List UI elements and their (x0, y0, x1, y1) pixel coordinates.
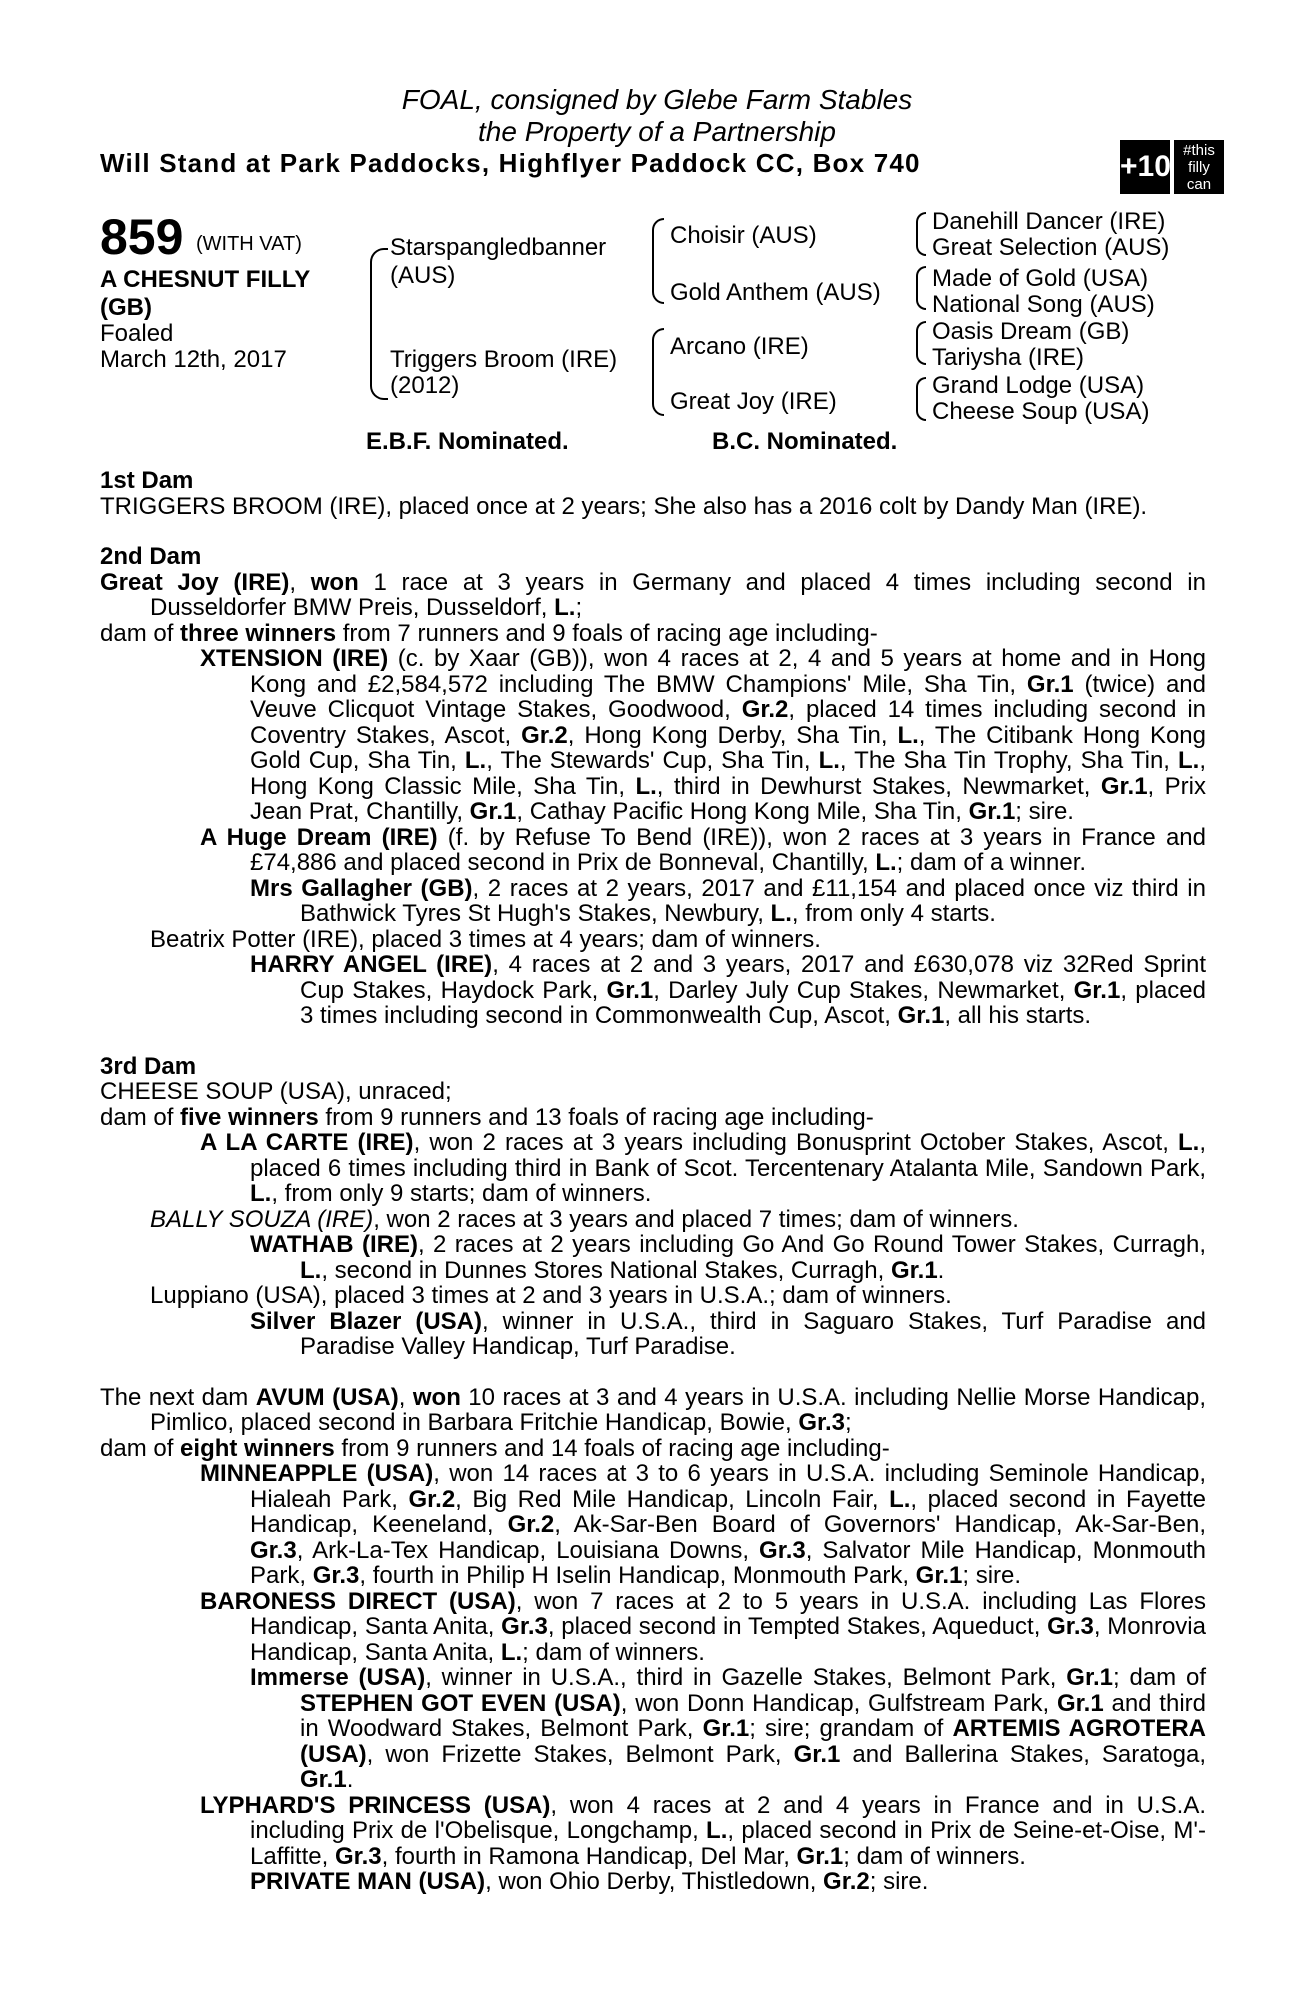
lot-number: 859 (100, 209, 184, 265)
sire-country: (AUS) (390, 262, 456, 289)
text: , Big Red Mile Handicap, Lincoln Fair, (455, 1485, 890, 1513)
text: Gr.1 (915, 1562, 963, 1589)
text: , third in Dewhurst Stakes, Newmarket, (656, 772, 1101, 800)
text: 1 race at 3 years in Germany and placed 4 times including second in Dusseldorfer BMW Preis, Dusseldorf, (150, 568, 1206, 621)
bc-nominated: B.C. Nominated. (712, 428, 898, 455)
produce-harry-angel (100, 952, 1206, 1029)
text: dam of (100, 619, 181, 647)
text: ; dam of (1112, 1664, 1206, 1691)
produce-silver-blazer (100, 1309, 1206, 1360)
produce-bally-souza (100, 1207, 1206, 1233)
second-dam-heading: 2nd Dam (100, 543, 202, 570)
text: , placed once at 2 years; She also has a 2016 colt by Dandy Man (IRE). (385, 492, 1148, 520)
text: , Monrovia Handicap, Santa Anita, (250, 1613, 1206, 1666)
text: Gr.2 (521, 721, 568, 749)
text: The next dam (100, 1383, 256, 1411)
text: ; sire. (1015, 798, 1074, 825)
text: ; dam of a winner. (896, 849, 1087, 876)
text: ; sire. (962, 1562, 1022, 1589)
text: , placed 14 times including second in Coventry Stakes, Ascot, (250, 696, 1207, 749)
text: Gr.1 (702, 1715, 750, 1742)
text: AVUM (USA) (255, 1383, 399, 1411)
text: , won 4 races at 2 and 4 years in France and in U.S.A. including Prix de l'Obelisque, Longchamp, (250, 1791, 1206, 1844)
text: Gr.1 (1056, 1689, 1104, 1717)
text: and Ballerina Stakes, Saratoga, (840, 1740, 1206, 1768)
text: , (289, 568, 311, 596)
text: , placed second in Fayette Handicap, Keeneland, (250, 1485, 1206, 1538)
text: ; sire; grandam of (749, 1715, 953, 1742)
text: five winners (180, 1103, 319, 1131)
text: Gr.3 (312, 1562, 360, 1589)
text: STEPHEN GOT EVEN (USA) (300, 1689, 621, 1717)
text: ; dam of winners. (843, 1842, 1026, 1870)
text: BALLY SOUZA (IRE) (150, 1205, 374, 1233)
text: L. (554, 594, 576, 621)
text: Immerse (USA) (250, 1664, 426, 1691)
text: , placed second in Prix de Seine-et-Oise, M'-Laffitte, (250, 1817, 1206, 1870)
stand-line: Will Stand at Park Paddocks, Highflyer Paddock CC, Box 740 (100, 148, 921, 178)
dam-dam-sire: Grand Lodge (USA) (932, 372, 1145, 399)
third-dam-produce-summary (100, 1105, 1206, 1131)
text: BARONESS DIRECT (USA) (200, 1587, 516, 1615)
dam-year: (2012) (390, 372, 460, 399)
text: . (937, 1256, 945, 1284)
text: , won Donn Handicap, Gulfstream Park, (620, 1689, 1057, 1717)
text: , won Frizette Stakes, Belmont Park, (366, 1740, 794, 1768)
text: A LA CARTE (IRE) (200, 1129, 414, 1156)
text: . (346, 1766, 354, 1793)
text: ; (845, 1409, 852, 1436)
text: , The Stewards' Cup, Sha Tin, (486, 747, 819, 774)
plus-ten-badge-icon: +10 (1120, 140, 1170, 194)
produce-luppiano: Luppiano (USA), placed 3 times at 2 and 3 years in U.S.A.; dam of winners. (150, 1282, 952, 1309)
text: L. (706, 1817, 728, 1844)
text: L. (500, 1638, 523, 1666)
text: , Ark-La-Tex Handicap, Louisiana Downs, (296, 1536, 760, 1564)
text: , won Ohio Derby, Thistledown, (485, 1868, 824, 1895)
lot-vat: (WITH VAT) (196, 233, 302, 255)
sire-dam-sire: Made of Gold (USA) (932, 265, 1149, 292)
text: , won 2 races at 3 years and placed 7 times; dam of winners. (373, 1205, 1019, 1233)
text: Gr.2 (507, 1511, 555, 1538)
text: 10 races at 3 and 4 years in U.S.A. including Nellie Morse Handicap, Pimlico, placed second in Barbara Fritchie Handicap, Bowie, (150, 1383, 1206, 1436)
foaled-date: March 12th, 2017 (100, 346, 287, 373)
produce-a-huge-dream (100, 825, 1206, 876)
text: Gr.1 (897, 1002, 945, 1029)
property-line: the Property of a Partnership (478, 116, 836, 147)
text: Gr.3 (798, 1409, 846, 1436)
produce-private-man (100, 1869, 1206, 1895)
text: Gr.3 (501, 1613, 548, 1640)
text: won (412, 1383, 461, 1411)
text: , fourth in Ramona Handicap, Del Mar, (381, 1842, 797, 1870)
lot-title-country: (GB) (100, 294, 152, 321)
text: won (310, 568, 359, 596)
text: , won 2 races at 3 years including Bonusprint October Stakes, Ascot, (413, 1129, 1179, 1156)
text: L. (897, 721, 919, 749)
text: ; (575, 594, 583, 621)
text: , 2 races at 2 years including Go And Go Round Tower Stakes, Curragh, (417, 1231, 1206, 1258)
text: , Ak-Sar-Ben Board of Governors' Handicap, Ak-Sar-Ben, (554, 1511, 1206, 1538)
dam-sire-dam: Tariysha (IRE) (932, 344, 1085, 371)
text: L. (300, 1256, 322, 1284)
text: Gr.1 (1066, 1664, 1113, 1691)
text: from 7 runners and 9 foals of racing age including- (336, 619, 878, 647)
text: dam of (100, 1103, 181, 1131)
dam-dam-dam: Cheese Soup (USA) (932, 398, 1150, 425)
text: , 2 races at 2 years, 2017 and £11,154 and placed once viz third in Bathwick Tyres St Hugh's Stakes, Newbury, (300, 874, 1206, 927)
text: , from only 9 starts; dam of winners. (271, 1180, 652, 1207)
sire-sire-sire: Danehill Dancer (IRE) (932, 208, 1166, 235)
text: Gr.1 (1026, 670, 1074, 698)
text: (f. by Refuse To Bend (IRE)), won 2 races at 3 years in France and £74,886 and placed second in Prix de Bonneval, Chantilly, (250, 823, 1206, 876)
text: three winners (180, 619, 337, 647)
produce-baroness-direct (100, 1589, 1206, 1666)
text: ; dam of winners. (522, 1638, 705, 1666)
sire-dam-brace (370, 248, 388, 400)
text: , Cathay Pacific Hong Kong Mile, Sha Tin, (516, 798, 969, 825)
text: Gr.1 (796, 1842, 844, 1870)
text: from 9 runners and 14 foals of racing age including- (334, 1434, 890, 1462)
text: L. (875, 849, 897, 876)
text: dam of (100, 1434, 181, 1462)
produce-wathab (100, 1232, 1206, 1283)
text: , all his starts. (944, 1002, 1092, 1029)
text: , second in Dunnes Stores National Stakes, Curragh, (321, 1256, 891, 1284)
text: , Darley July Cup Stakes, Newmarket, (653, 976, 1074, 1004)
text: , Hong Kong Derby, Sha Tin, (567, 721, 898, 749)
text: Gr.1 (968, 798, 1016, 825)
text: ; sire. (869, 1868, 929, 1895)
text: ARTEMIS AGROTERA (USA) (300, 1715, 1206, 1768)
dam-sire-sire: Oasis Dream (GB) (932, 318, 1130, 345)
text: , 4 races at 2 and 3 years, 2017 and £630,078 viz 32Red Sprint Cup Stakes, Haydock Park, (300, 951, 1207, 1004)
text: Gr.2 (741, 696, 789, 723)
text: (c. by Xaar (GB)), won 4 races at 2, 4 and 5 years at home and in Hong Kong and £2,584,572 including The BMW Champions' Mile, Sha Tin, (250, 645, 1207, 698)
text: L. (889, 1485, 911, 1513)
dam-name: Triggers Broom (IRE) (390, 346, 618, 373)
ebf-nominated: E.B.F. Nominated. (366, 428, 569, 455)
text: , The Sha Tin Trophy, Sha Tin, (839, 747, 1178, 774)
first-dam-text (100, 494, 1206, 520)
text: , fourth in Philip H Iselin Handicap, Monmouth Park, (359, 1562, 916, 1589)
produce-xtension (100, 646, 1206, 825)
text: L. (1178, 1129, 1200, 1156)
produce-beatrix-potter: Beatrix Potter (IRE), placed 3 times at 4 years; dam of winners. (150, 925, 821, 953)
text: , Prix Jean Prat, Chantilly, (250, 772, 1206, 825)
text: , won 7 races at 2 to 5 years in U.S.A. including Las Flores Handicap, Santa Anita, (250, 1587, 1207, 1640)
text: Gr.1 (606, 976, 654, 1004)
text: Gr.1 (300, 1766, 347, 1793)
dam-dam: Great Joy (IRE) (670, 388, 837, 415)
second-dam-produce-summary (100, 621, 1206, 647)
text: HARRY ANGEL (IRE) (250, 951, 493, 978)
dam-parents-brace (652, 328, 664, 416)
text: , winner in U.S.A., third in Gazelle Stakes, Belmont Park, (425, 1664, 1067, 1691)
text: LYPHARD'S PRINCESS (USA) (200, 1791, 551, 1819)
sire-sire-dam: Great Selection (AUS) (932, 234, 1170, 261)
text: Gr.1 (1073, 976, 1121, 1004)
text: , The Citibank Hong Kong Gold Cup, Sha Tin, (250, 721, 1206, 774)
next-dam-text (100, 1385, 1206, 1436)
text: A Huge Dream (IRE) (200, 823, 438, 851)
text: L. (250, 1180, 272, 1207)
text: XTENSION (IRE) (200, 645, 389, 672)
g4-brace (916, 377, 926, 421)
produce-lyphards-princess (100, 1793, 1206, 1870)
text: Gr.2 (408, 1485, 456, 1513)
text: MINNEAPPLE (USA) (200, 1460, 434, 1487)
text: , Salvator Mile Handicap, Monmouth Park, (250, 1536, 1206, 1589)
text: Gr.2 (823, 1868, 870, 1895)
first-dam-name: TRIGGERS BROOM (IRE) (100, 492, 386, 520)
produce-minneapple (100, 1461, 1206, 1589)
second-dam-name: Great Joy (IRE) (100, 568, 290, 596)
g1-brace (916, 212, 926, 256)
text: , placed second in Tempted Stakes, Aqueduct, (547, 1613, 1048, 1640)
this-filly-can-badge-icon: #this filly can (1174, 140, 1224, 194)
text: Gr.1 (1100, 772, 1148, 800)
produce-mrs-gallagher (100, 876, 1206, 927)
text: Gr.3 (334, 1842, 382, 1870)
text: eight winners (180, 1434, 335, 1462)
text: from 9 runners and 13 foals of racing age including- (318, 1103, 874, 1131)
g3-brace (916, 321, 926, 365)
lot-title: A CHESNUT FILLY (100, 266, 311, 293)
text: L. (1178, 747, 1200, 774)
text: , won 14 races at 3 to 6 years in U.S.A. including Seminole Handicap, Hialeah Park, (250, 1460, 1206, 1513)
text: , placed 3 times including second in Commonwealth Cup, Ascot, (300, 976, 1206, 1029)
produce-a-la-carte (100, 1130, 1206, 1207)
sire-sire: Choisir (AUS) (670, 222, 817, 249)
catalogue-body (100, 468, 1206, 1895)
sire-dam-dam: National Song (AUS) (932, 291, 1155, 318)
produce-immerse (100, 1665, 1206, 1793)
sire-dam: Gold Anthem (AUS) (670, 279, 881, 306)
first-dam-heading: 1st Dam (100, 467, 194, 494)
text: Gr.1 (793, 1740, 841, 1768)
text: Gr.1 (890, 1256, 938, 1284)
text: , Hong Kong Classic Mile, Sha Tin, (250, 747, 1206, 800)
text: WATHAB (IRE) (250, 1231, 418, 1258)
text: , winner in U.S.A., third in Saguaro Stakes, Turf Paradise and Paradise Valley Handicap, Turf Paradise. (300, 1307, 1207, 1360)
text: Gr.3 (759, 1536, 806, 1564)
text: L. (464, 747, 487, 774)
foaled-label: Foaled (100, 320, 174, 347)
text: , from only 4 starts. (791, 900, 996, 927)
text: , placed 6 times including third in Bank of Scot. Tercentenary Atalanta Mile, Sandown Park, (250, 1129, 1207, 1182)
dam-sire: Arcano (IRE) (670, 333, 809, 360)
text: Gr.1 (469, 798, 517, 825)
text: Gr.3 (1047, 1613, 1094, 1640)
text: L. (635, 772, 657, 800)
text: Gr.3 (250, 1536, 297, 1564)
sire-name: Starspangledbanner (390, 234, 607, 261)
third-dam-text: CHEESE SOUP (USA), unraced; (100, 1078, 452, 1105)
text: (twice) and Veuve Clicquot Vintage Stakes, Goodwood, (250, 670, 1207, 723)
text: , (398, 1383, 413, 1411)
text: and third in Woodward Stakes, Belmont Park, (300, 1689, 1206, 1742)
second-dam-text (100, 570, 1206, 621)
text: Silver Blazer (USA) (250, 1307, 483, 1335)
g2-brace (916, 266, 926, 310)
third-dam-heading: 3rd Dam (100, 1052, 197, 1080)
text: PRIVATE MAN (USA) (250, 1868, 486, 1895)
text: Mrs Gallagher (GB) (250, 874, 473, 902)
sire-parents-brace (652, 218, 664, 304)
consignor-line: FOAL, consigned by Glebe Farm Stables (401, 84, 913, 115)
text: L. (818, 747, 840, 774)
text: L. (770, 900, 792, 927)
next-dam-produce-summary (100, 1436, 1206, 1462)
